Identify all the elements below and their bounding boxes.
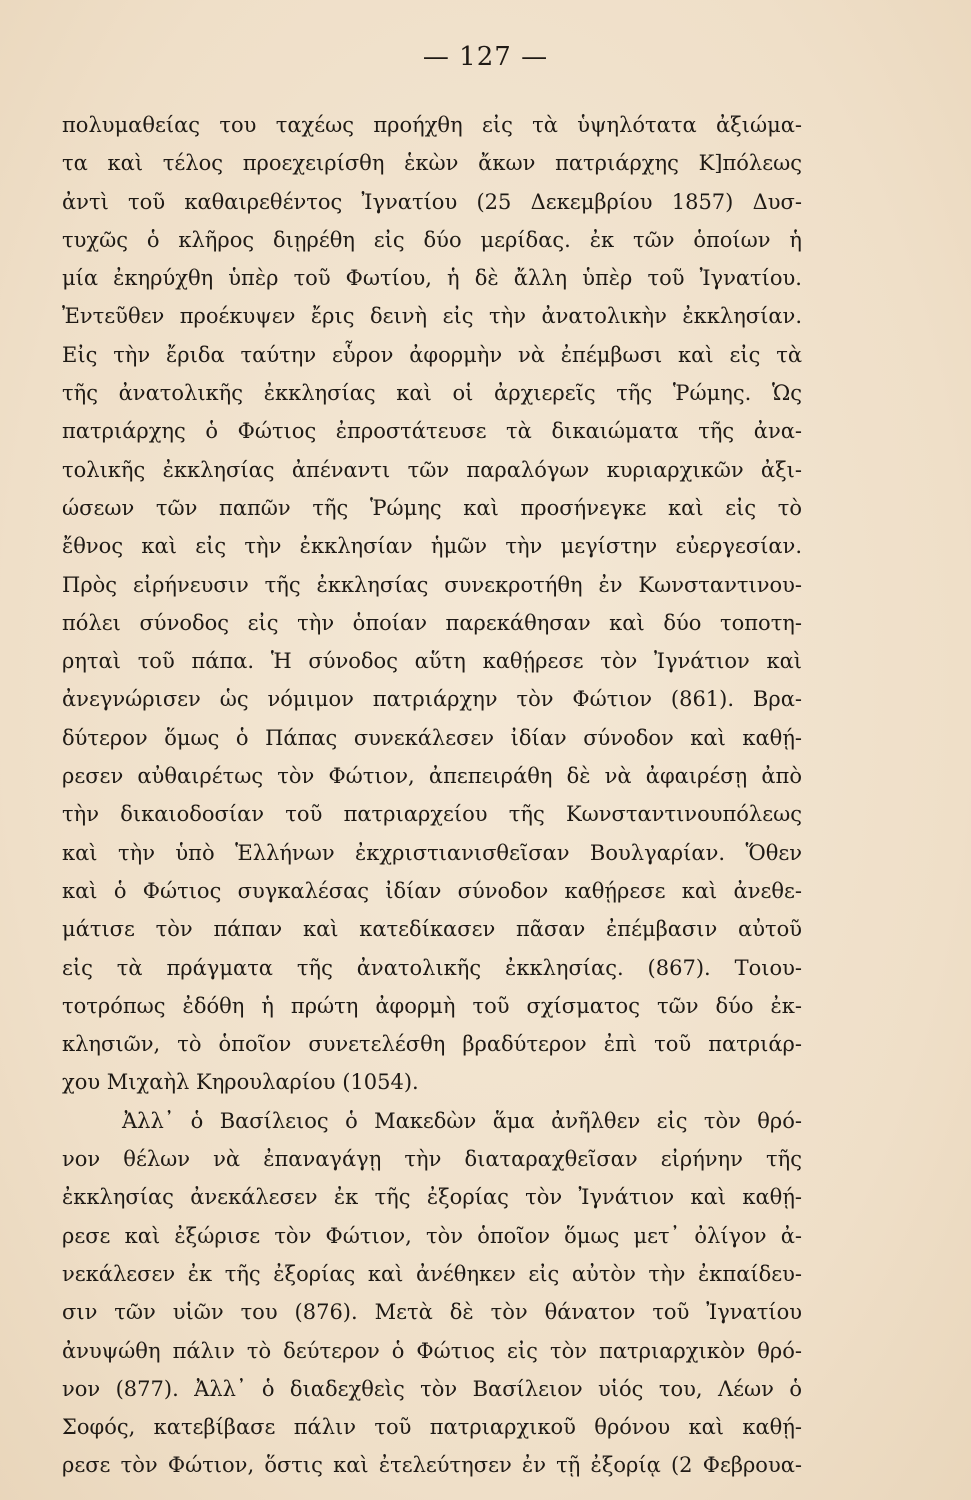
text-line: Σοφός, κατεβίβασε πάλιν τοῦ πατριαρχικοῦ θρόνου καὶ καθῄ-	[62, 1415, 802, 1440]
page-number: — 127 —	[422, 42, 549, 72]
text-line: πατριάρχης ὁ Φώτιος ἐπροστάτευσε τὰ δικαιώματα τῆς ἀνα-	[62, 419, 802, 444]
text-line: ώσεων τῶν παπῶν τῆς Ῥώμης καὶ προσήνεγκε καὶ εἰς τὸ	[62, 495, 802, 520]
text-line: νον θέλων νὰ ἐπαναγάγῃ τὴν διαταραχθεῖσαν εἰρήνην τῆς	[62, 1147, 802, 1172]
text-line: πόλει σύνοδος εἰς τὴν ὁποίαν παρεκάθησαν καὶ δύο τοποτη-	[62, 610, 802, 635]
text-line: τὴν δικαιοδοσίαν τοῦ πατριαρχείου τῆς Κωνσταντινουπόλεως	[62, 802, 802, 827]
text-line: κλησιῶν, τὸ ὁποῖον συνετελέσθη βραδύτερον ἐπὶ τοῦ πατριάρ-	[62, 1032, 802, 1057]
text-line: τολικῆς ἐκκλησίας ἀπέναντι τῶν παραλόγων κυριαρχικῶν ἀξι-	[62, 457, 802, 482]
text-line: ἀνεγνώρισεν ὡς νόμιμον πατριάρχην τὸν Φώτιον (861). Βρα-	[62, 687, 802, 712]
text-line: ρηταὶ τοῦ πάπα. Ἡ σύνοδος αὕτη καθῄρεσε τὸν Ἰγνάτιον καὶ	[62, 649, 802, 674]
text-line: ρεσε τὸν Φώτιον, ὅστις καὶ ἐτελεύτησεν ἐν τῇ ἐξορίᾳ (2 Φεβρουα-	[62, 1453, 802, 1478]
text-line: ἀντὶ τοῦ καθαιρεθέντος Ἰγνατίου (25 Δεκεμβρίου 1857) Δυσ-	[62, 189, 802, 214]
text-line: ἀνυψώθη πάλιν τὸ δεύτερον ὁ Φώτιος εἰς τὸν πατριαρχικὸν θρό-	[62, 1338, 802, 1363]
text-line: εἰς τὰ πράγματα τῆς ἀνατολικῆς ἐκκλησίας. (867). Τοιου-	[62, 955, 802, 980]
text-line: καὶ τὴν ὑπὸ Ἑλλήνων ἐκχριστιανισθεῖσαν Βουλγαρίαν. Ὅθεν	[62, 840, 802, 865]
text-line: τα καὶ τέλος προεχειρίσθη ἑκὼν ἄκων πατριάρχης Κ]πόλεως	[62, 151, 802, 176]
text-line: νεκάλεσεν ἐκ τῆς ἐξορίας καὶ ἀνέθηκεν εἰς αὐτὸν τὴν ἐκπαίδευ-	[62, 1261, 802, 1286]
text-line: τοτρόπως ἐδόθη ἡ πρώτη ἀφορμὴ τοῦ σχίσματος τῶν δύο ἐκ-	[62, 993, 802, 1018]
text-line: σιν τῶν υἱῶν του (876). Μετὰ δὲ τὸν θάνατον τοῦ Ἰγνατίου	[62, 1300, 802, 1325]
text-line: ρεσε καὶ ἐξώρισε τὸν Φώτιον, τὸν ὁποῖον ὅμως μετ᾽ ὀλίγον ἀ-	[62, 1223, 802, 1248]
text-line: ἔθνος καὶ εἰς τὴν ἐκκλησίαν ἡμῶν τὴν μεγίστην εὐεργεσίαν.	[62, 534, 802, 559]
text-line: νον (877). Ἀλλ᾽ ὁ διαδεχθεὶς τὸν Βασίλειον υἱός του, Λέων ὁ	[62, 1376, 802, 1401]
text-line: ρεσεν αὐθαιρέτως τὸν Φώτιον, ἀπεπειράθη δὲ νὰ ἀφαιρέσῃ ἀπὸ	[62, 764, 802, 789]
text-line: Ἐντεῦθεν προέκυψεν ἔρις δεινὴ εἰς τὴν ἀνατολικὴν ἐκκλησίαν.	[62, 304, 802, 329]
text-line: καὶ ὁ Φώτιος συγκαλέσας ἰδίαν σύνοδον καθῄρεσε καὶ ἀνεθε-	[62, 878, 802, 903]
text-line: πολυμαθείας του ταχέως προήχθη εἰς τὰ ὑψηλότατα ἀξιώμα-	[62, 113, 802, 137]
body-text	[62, 106, 802, 1485]
text-line: δύτερον ὅμως ὁ Πάπας συνεκάλεσεν ἰδίαν σύνοδον καὶ καθῄ-	[62, 725, 802, 750]
text-line: Πρὸς εἰρήνευσιν τῆς ἐκκλησίας συνεκροτήθη ἐν Κωνσταντινου-	[62, 572, 802, 597]
text-line: μία ἐκηρύχθη ὑπὲρ τοῦ Φωτίου, ἡ δὲ ἄλλη ὑπὲρ τοῦ Ἰγνατίου.	[62, 266, 802, 291]
text-line: τυχῶς ὁ κλῆρος διῃρέθη εἰς δύο μερίδας. ἐκ τῶν ὁποίων ἡ	[62, 227, 802, 252]
text-line: Εἰς τὴν ἔριδα ταύτην εὗρον ἀφορμὴν νὰ ἐπέμβωσι καὶ εἰς τὰ	[62, 342, 802, 367]
text-line: ἐκκλησίας ἀνεκάλεσεν ἐκ τῆς ἐξορίας τὸν Ἰγνάτιον καὶ καθῄ-	[62, 1185, 802, 1210]
text-line: χου Μιχαὴλ Κηρουλαρίου (1054).	[62, 1070, 419, 1095]
text-line: Ἀλλ᾽ ὁ Βασίλειος ὁ Μακεδὼν ἅμα ἀνῆλθεν εἰς τὸν θρό-	[122, 1108, 802, 1133]
text-line: μάτισε τὸν πάπαν καὶ κατεδίκασεν πᾶσαν ἐπέμβασιν αὐτοῦ	[62, 917, 802, 942]
text-line: τῆς ἀνατολικῆς ἐκκλησίας καὶ οἱ ἀρχιερεῖς τῆς Ῥώμης. Ὡς	[62, 381, 802, 406]
